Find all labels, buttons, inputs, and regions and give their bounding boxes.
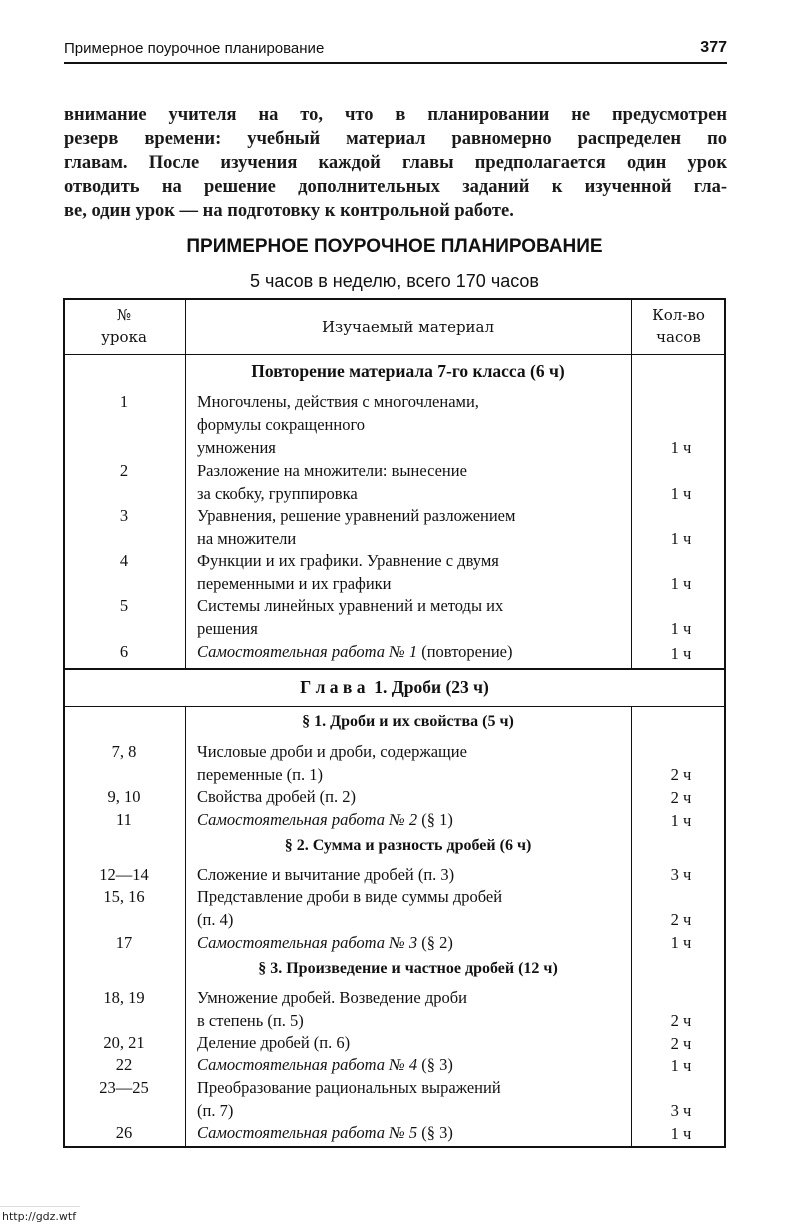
lesson-material: Преобразование рациональных выражений [197,1078,501,1097]
lesson-number: 5 [119,596,129,615]
lesson-number: 2 [119,461,129,480]
subsection-title: § 1. Дроби и их свойства (5 ч) [302,713,514,730]
lesson-hours: 2 ч [670,910,692,929]
column-divider [631,298,632,668]
running-head-title: Примерное поурочное планирование [64,40,325,57]
subsection-title: § 2. Сумма и разность дробей (6 ч) [284,837,532,854]
lesson-hours: 2 ч [670,1011,692,1030]
independent-work-label: Самостоятельная работа № 4 [197,1055,418,1074]
header-divider [63,354,726,355]
lesson-hours: 2 ч [670,788,692,807]
chapter-row-bottom [63,706,726,707]
lesson-material: Уравнения, решение уравнений разложением [197,506,516,525]
table-border-top [63,298,726,300]
header-lesson-number [63,304,185,348]
lesson-hours: 1 ч [670,644,692,663]
lesson-number: 18, 19 [103,988,145,1007]
lesson-hours: 1 ч [670,933,692,952]
chapter-row-top [63,668,726,670]
lesson-number: 17 [115,933,133,952]
lesson-material: решения [197,619,258,638]
subsection-title: § 3. Произведение и частное дробей (12 ч) [258,960,558,977]
lesson-hours: 1 ч [670,574,692,593]
column-divider [185,298,186,668]
lesson-material: Многочлены, действия с многочленами, [197,392,479,411]
intro-line: внимание учителя на то, что в планировании не предусмотрен [64,105,727,125]
running-head [64,38,727,64]
independent-work-label: Самостоятельная работа № 1 [197,642,418,661]
lesson-number: 3 [119,506,129,525]
lesson-hours: 1 ч [670,1124,692,1143]
lesson-number: 22 [115,1055,133,1074]
intro-line: главам. После изучения каждой главы предполагается один урок [64,153,727,173]
lesson-material: на множители [197,529,297,548]
lesson-material [197,810,453,830]
lesson-number: 1 [119,392,129,411]
lesson-material [197,933,453,953]
lesson-material: (п. 7) [197,1101,234,1120]
material-suffix: (§ 1) [417,810,453,829]
intro-paragraph [64,103,727,223]
section-subtitle: 5 часов в неделю, всего 170 часов [250,271,539,291]
lesson-material: Функции и их графики. Уравнение с двумя [197,551,499,570]
lesson-material: Числовые дроби и дроби, содержащие [197,742,467,761]
lesson-material: Системы линейных уравнений и методы их [197,596,504,615]
lesson-material [197,1123,453,1143]
lesson-number: 15, 16 [103,887,145,906]
intro-line: отводить на решение дополнительных заданий к изученной гла- [64,177,727,197]
lesson-hours: 3 ч [670,865,692,884]
lesson-hours: 1 ч [670,811,692,830]
header-material: Изучаемый материал [321,318,495,336]
material-suffix: (§ 2) [417,933,453,952]
section-title: ПРИМЕРНОЕ ПОУРОЧНОЕ ПЛАНИРОВАНИЕ [186,236,603,257]
lesson-hours: 1 ч [670,1056,692,1075]
source-link[interactable]: http://gdz.wtf [0,1206,80,1227]
lesson-hours: 1 ч [670,438,692,457]
header-hours-line1: Кол-во [652,306,705,324]
lesson-material: умножения [197,438,276,457]
lesson-number: 23—25 [99,1078,149,1097]
material-suffix: (повторение) [417,642,513,661]
lesson-material [197,1055,453,1075]
repeat-section-title: Повторение материала 7-го класса (6 ч) [251,361,565,381]
chapter-title: Г л а в а 1. Дроби (23 ч) [300,677,489,697]
lesson-material: Деление дробей (п. 6) [197,1033,351,1052]
independent-work-label: Самостоятельная работа № 3 [197,933,418,952]
lesson-number: 11 [116,810,132,829]
lesson-material [197,642,512,662]
lesson-material: переменными и их графики [197,574,392,593]
page-number: 377 [700,39,727,56]
lesson-number: 20, 21 [103,1033,145,1052]
material-suffix: (§ 3) [417,1055,453,1074]
lesson-hours: 2 ч [670,1034,692,1053]
lesson-hours: 1 ч [670,484,692,503]
lesson-material: Представление дроби в виде суммы дробей [197,887,503,906]
header-lesson-line2: урока [101,328,147,346]
lesson-material: в степень (п. 5) [197,1011,304,1030]
lesson-material: формулы сокращенного [197,415,366,434]
lesson-hours: 3 ч [670,1101,692,1120]
header-lesson-line1: № [116,306,132,324]
lesson-number: 26 [115,1123,133,1142]
lesson-material: за скобку, группировка [197,484,358,503]
lesson-number: 6 [119,642,129,661]
lesson-plan-table [63,298,726,1148]
table-border-bottom [63,1146,726,1148]
lesson-number: 12—14 [99,865,149,884]
lesson-hours: 2 ч [670,765,692,784]
lesson-material: Разложение на множители: вынесение [197,461,467,480]
column-divider [631,706,632,1148]
lesson-material: (п. 4) [197,910,234,929]
lesson-material: Умножение дробей. Возведение дроби [197,988,467,1007]
independent-work-label: Самостоятельная работа № 2 [197,810,418,829]
lesson-material: переменные (п. 1) [197,765,324,784]
lesson-material: Свойства дробей (п. 2) [197,787,356,806]
intro-line: резерв времени: учебный материал равномерно распределен по [64,129,727,149]
lesson-hours: 1 ч [670,619,692,638]
header-hours [631,304,726,348]
lesson-number: 7, 8 [111,742,137,761]
table-border-left [63,298,65,1148]
header-hours-line2: часов [656,328,701,346]
material-suffix: (§ 3) [417,1123,453,1142]
lesson-number: 9, 10 [107,787,141,806]
independent-work-label: Самостоятельная работа № 5 [197,1123,418,1142]
lesson-material: Сложение и вычитание дробей (п. 3) [197,865,455,884]
intro-line: ве, один урок — на подготовку к контрольной работе. [64,201,514,221]
lesson-number: 4 [119,551,129,570]
lesson-hours: 1 ч [670,529,692,548]
column-divider [185,706,186,1148]
